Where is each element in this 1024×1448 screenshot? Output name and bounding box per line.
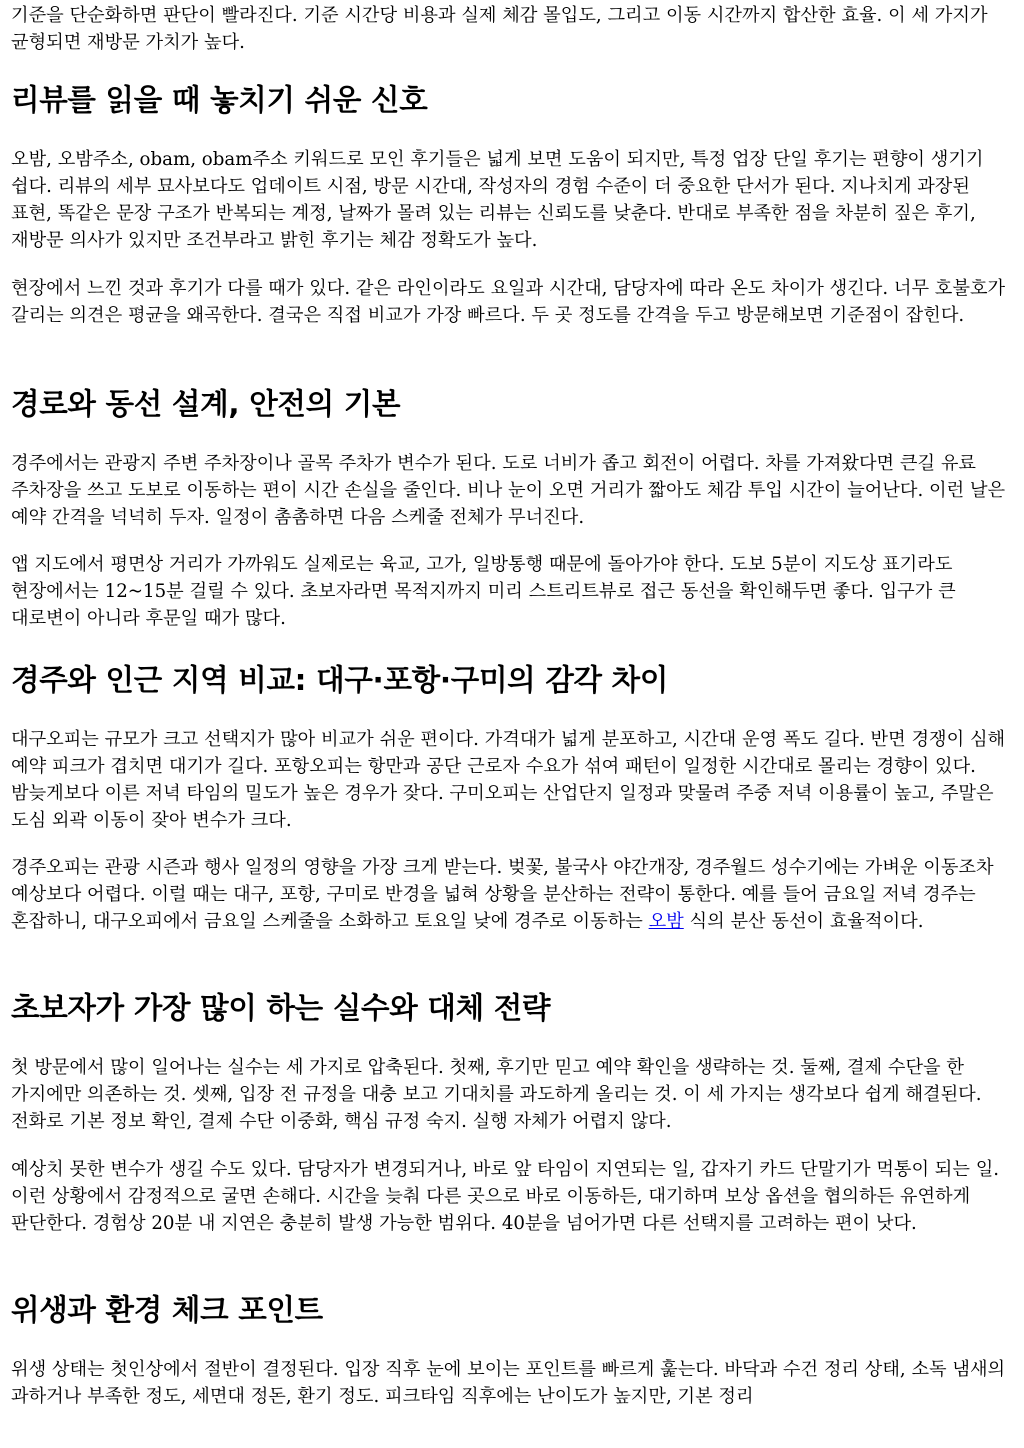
section-heading-route-safety: 경로와 동선 설계, 안전의 기본 bbox=[11, 387, 401, 421]
section-heading-beginner-mistakes: 초보자가 가장 많이 하는 실수와 대체 전략 bbox=[11, 991, 551, 1025]
paragraph-with-link bbox=[11, 854, 1011, 935]
paragraph: 앱 지도에서 평면상 거리가 가까워도 실제로는 육교, 고가, 일방통행 때문에 돌아가야 한다. 도보 5분이 지도상 표기라도 현장에서는 12~15분 걸릴 수 있다. 초보자라면 목적지까지 미리 스트리트뷰로 접근 동선을 확인해두면 좋다. 입구가 큰 대로변이 아니라 후문일 때가 많다. bbox=[11, 554, 956, 629]
paragraph-text: 경주오피는 관광 시즌과 행사 일정의 영향을 가장 크게 받는다. 벚꽃, 불국사 야간개장, 경주월드 성수기에는 가벼운 이동조차 예상보다 어렵다. 이럴 때는 대구, 포항, 구미로 반경을 넓혀 상황을 분산하는 전략이 통한다. 예를 들어 금요일 저녁 경주는 혼잡하니, 대구오피에서 금요일 스케줄을 소화하고 토요일 낮에 경주로 이동하는 bbox=[11, 857, 994, 932]
paragraph: 예상치 못한 변수가 생길 수도 있다. 담당자가 변경되거나, 바로 앞 타임이 지연되는 일, 갑자기 카드 단말기가 먹통이 되는 일. 이런 상황에서 감정적으로 굴면 손해다. 시간을 늦춰 다른 곳으로 바로 이동하든, 대기하며 보상 옵션을 협의하든 유연하게 판단한다. 경험상 20분 내 지연은 충분히 발생 가능한 범위다. 40분을 넘어가면 다른 선택지를 고려하는 편이 낫다. bbox=[11, 1159, 1000, 1234]
paragraph-text: 식의 분산 동선이 효율적이다. bbox=[683, 911, 924, 932]
obam-link[interactable]: 오밤 bbox=[648, 911, 684, 932]
paragraph: 현장에서 느낀 것과 후기가 다를 때가 있다. 같은 라인이라도 요일과 시간대, 담당자에 따라 온도 차이가 생긴다. 너무 호불호가 갈리는 의견은 평균을 왜곡한다. 결국은 직접 비교가 가장 빠르다. 두 곳 정도를 간격을 두고 방문해보면 기준점이 잡힌다. bbox=[11, 278, 1006, 326]
section-heading-hygiene: 위생과 환경 체크 포인트 bbox=[11, 1293, 323, 1327]
paragraph: 오밤, 오밤주소, obam, obam주소 키워드로 모인 후기들은 넓게 보면 도움이 되지만, 특정 업장 단일 후기는 편향이 생기기 쉽다. 리뷰의 세부 묘사보다도 업데이트 시점, 방문 시간대, 작성자의 경험 수준이 더 중요한 단서가 된다. 지나치게 과장된 표현, 똑같은 문장 구조가 반복되는 계정, 날짜가 몰려 있는 리뷰는 신뢰도를 낮춘다. 반대로 부족한 점을 차분히 짚은 후기, 재방문 의사가 있지만 조건부라고 밝힌 후기는 체감 정확도가 높다. bbox=[11, 149, 984, 251]
section-heading-region-comparison: 경주와 인근 지역 비교: 대구·포항·구미의 감각 차이 bbox=[11, 663, 669, 697]
intro-paragraph: 기준을 단순화하면 판단이 빨라진다. 기준 시간당 비용과 실제 체감 몰입도, 그리고 이동 시간까지 합산한 효율. 이 세 가지가 균형되면 재방문 가치가 높다. bbox=[11, 5, 988, 53]
paragraph: 대구오피는 규모가 크고 선택지가 많아 비교가 쉬운 편이다. 가격대가 넓게 분포하고, 시간대 운영 폭도 길다. 반면 경쟁이 심해 예약 피크가 겹치면 대기가 길다. 포항오피는 항만과 공단 근로자 수요가 섞여 패턴이 일정한 시간대로 몰리는 경향이 있다. 밤늦게보다 이른 저녁 타임의 밀도가 높은 경우가 잦다. 구미오피는 산업단지 일정과 맞물려 주중 저녁 이용률이 높고, 주말은 도심 외곽 이동이 잦아 변수가 크다. bbox=[11, 729, 1006, 831]
paragraph: 첫 방문에서 많이 일어나는 실수는 세 가지로 압축된다. 첫째, 후기만 믿고 예약 확인을 생략하는 것. 둘째, 결제 수단을 한 가지에만 의존하는 것. 셋째, 입장 전 규정을 대충 보고 기대치를 과도하게 올리는 것. 이 세 가지는 생각보다 쉽게 해결된다. 전화로 기본 정보 확인, 결제 수단 이중화, 핵심 규정 숙지. 실행 자체가 어렵지 않다. bbox=[11, 1057, 982, 1132]
section-heading-review-signals: 리뷰를 읽을 때 놓치기 쉬운 신호 bbox=[11, 83, 428, 117]
paragraph: 위생 상태는 첫인상에서 절반이 결정된다. 입장 직후 눈에 보이는 포인트를 빠르게 훑는다. 바닥과 수건 정리 상태, 소독 냄새의 과하거나 부족한 정도, 세면대 정돈, 환기 정도. 피크타임 직후에는 난이도가 높지만, 기본 정리 bbox=[11, 1359, 1006, 1407]
paragraph: 경주에서는 관광지 주변 주차장이나 골목 주차가 변수가 된다. 도로 너비가 좁고 회전이 어렵다. 차를 가져왔다면 큰길 유료 주차장을 쓰고 도보로 이동하는 편이 시간 손실을 줄인다. 비나 눈이 오면 거리가 짧아도 체감 투입 시간이 늘어난다. 이런 날은 예약 간격을 넉넉히 두자. 일정이 촘촘하면 다음 스케줄 전체가 무너진다. bbox=[11, 453, 1006, 528]
